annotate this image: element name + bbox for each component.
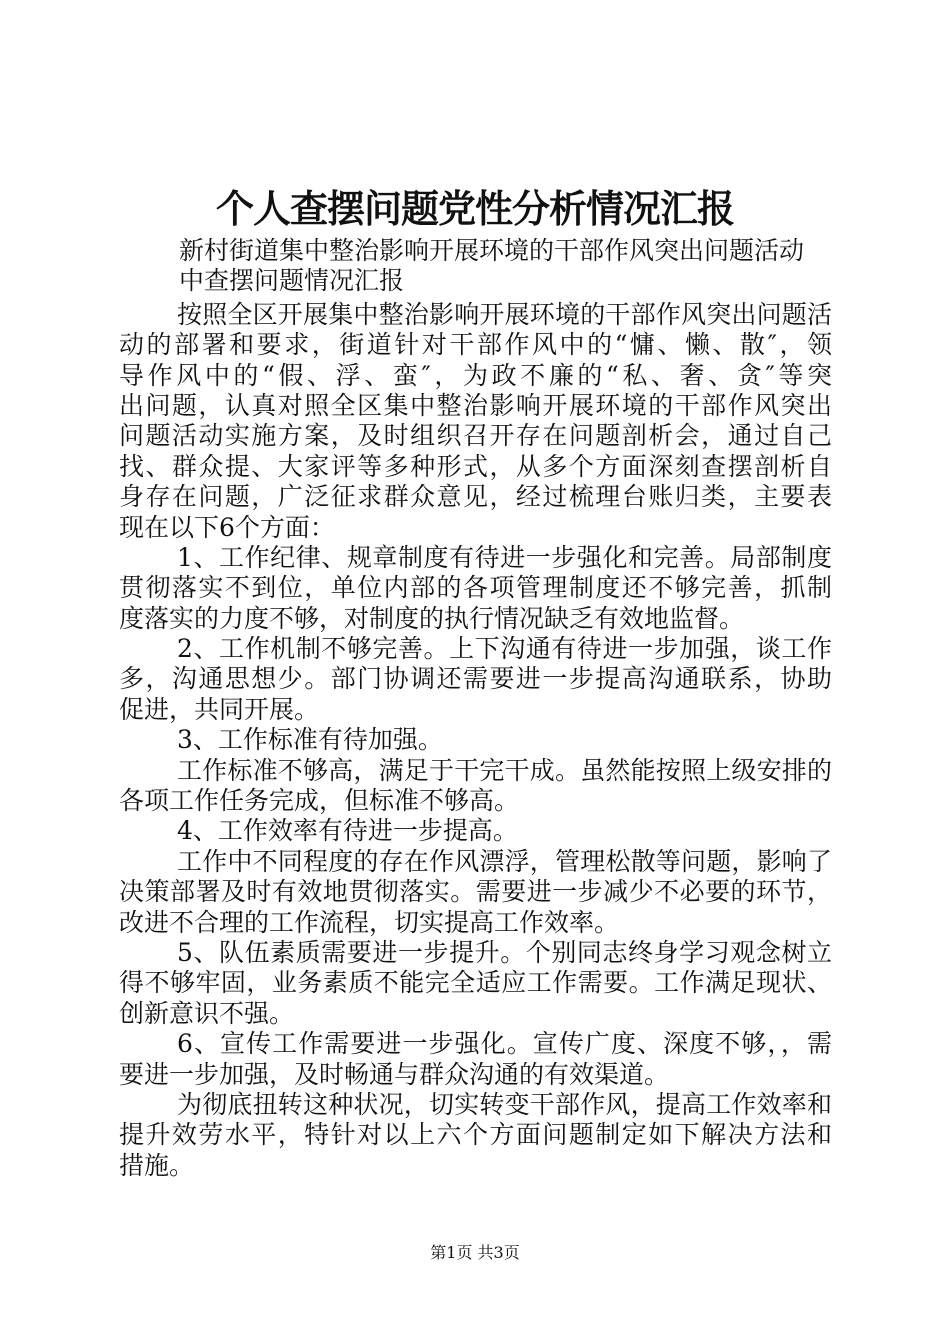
paragraph-line: 动的部署和要求，街道针对干部作风中的“慵、懒、散″，领 — [119, 330, 832, 360]
paragraph-line: 5、队伍素质需要进一步提升。个别同志终身学习观念树立 — [177, 937, 832, 967]
paragraph-line: 各项工作任务完成，但标准不够高。 — [119, 786, 520, 816]
paragraph-line: 现在以下6个方面： — [119, 512, 335, 542]
paragraph — [119, 634, 832, 725]
paragraph-line: 度落实的力度不够，对制度的执行情况缺乏有效地监督。 — [119, 603, 745, 633]
paragraph — [119, 816, 832, 846]
paragraph-line: 2、工作机制不够完善。上下沟通有待进一步加强，谈工作 — [177, 634, 832, 664]
paragraph-line: 贯彻落实不到位，单位内部的各项管理制度还不够完善，抓制 — [119, 573, 832, 603]
paragraph-line: 工作中不同程度的存在作风漂浮，管理松散等问题，影响了 — [177, 846, 832, 876]
paragraph-line: 4、工作效率有待进一步提高。 — [177, 816, 518, 846]
paragraph-line: 6、宣传工作需要进一步强化。宣传广度、深度不够，，需 — [177, 1029, 832, 1059]
paragraph — [119, 1029, 832, 1090]
paragraph-line: 多，沟通思想少。部门协调还需要进一步提高沟通联系，协助 — [119, 664, 832, 694]
paragraph-line: 问题活动实施方案，及时组织召开存在问题剖析会，通过自己 — [119, 421, 832, 451]
paragraph-line: 工作标准不够高，满足于干完干成。虽然能按照上级安排的 — [177, 755, 832, 785]
paragraph-line: 得不够牢固，业务素质不能完全适应工作需要。工作满足现状、 — [119, 968, 832, 998]
paragraph-line: 按照全区开展集中整治影响开展环境的干部作风突出问题活 — [177, 299, 832, 329]
paragraph-line: 身存在问题，广泛征求群众意见，经过梳理台账归类，主要表 — [119, 482, 832, 512]
paragraph-line: 创新意识不强。 — [119, 998, 295, 1028]
paragraph — [119, 725, 832, 755]
paragraph-line: 为彻底扭转这种状况，切实转变干部作风，提高工作效率和 — [177, 1089, 832, 1119]
paragraph-line: 导作风中的“假、浮、蛮″，为政不廉的“私、奢、贪″等突 — [119, 360, 832, 390]
paragraph-line: 措施。 — [119, 1150, 195, 1180]
paragraph — [119, 756, 832, 817]
paragraph — [119, 1090, 832, 1181]
paragraph-line: 出问题，认真对照全区集中整治影响开展环境的干部作风突出 — [119, 390, 832, 420]
paragraph-line: 3、工作标准有待加强。 — [177, 725, 443, 755]
paragraph-line: 找、群众提、大家评等多种形式，从多个方面深刻查摆剖析自 — [119, 451, 832, 481]
document-body — [119, 236, 832, 1181]
paragraph-line: 1、工作纪律、规章制度有待进一步强化和完善。局部制度 — [177, 542, 832, 572]
paragraph-line: 促进，共同开展。 — [119, 694, 320, 724]
subtitle-line: 新村街道集中整治影响开展环境的干部作风突出问题活动 — [179, 236, 805, 265]
paragraph-line: 提升效劳水平，特针对以上六个方面问题制定如下解决方法和 — [119, 1120, 832, 1150]
paragraph — [119, 938, 832, 1029]
paragraph-line: 改进不合理的工作流程，切实提高工作效率。 — [119, 907, 620, 937]
paragraph — [119, 300, 832, 543]
subtitle-line: 中查摆问题情况汇报 — [179, 266, 405, 296]
page-footer: 第1页 共3页 — [430, 1243, 520, 1262]
subtitle — [119, 236, 832, 297]
paragraph — [119, 543, 832, 634]
paragraph-line: 要进一步加强，及时畅通与群众沟通的有效渠道。 — [119, 1059, 670, 1089]
paragraph — [119, 847, 832, 938]
paragraphs — [119, 300, 832, 1181]
document-title: 个人查摆问题党性分析情况汇报 — [215, 186, 734, 231]
paragraph-line: 决策部署及时有效地贯彻落实。需要进一步减少不必要的环节， — [119, 877, 832, 907]
